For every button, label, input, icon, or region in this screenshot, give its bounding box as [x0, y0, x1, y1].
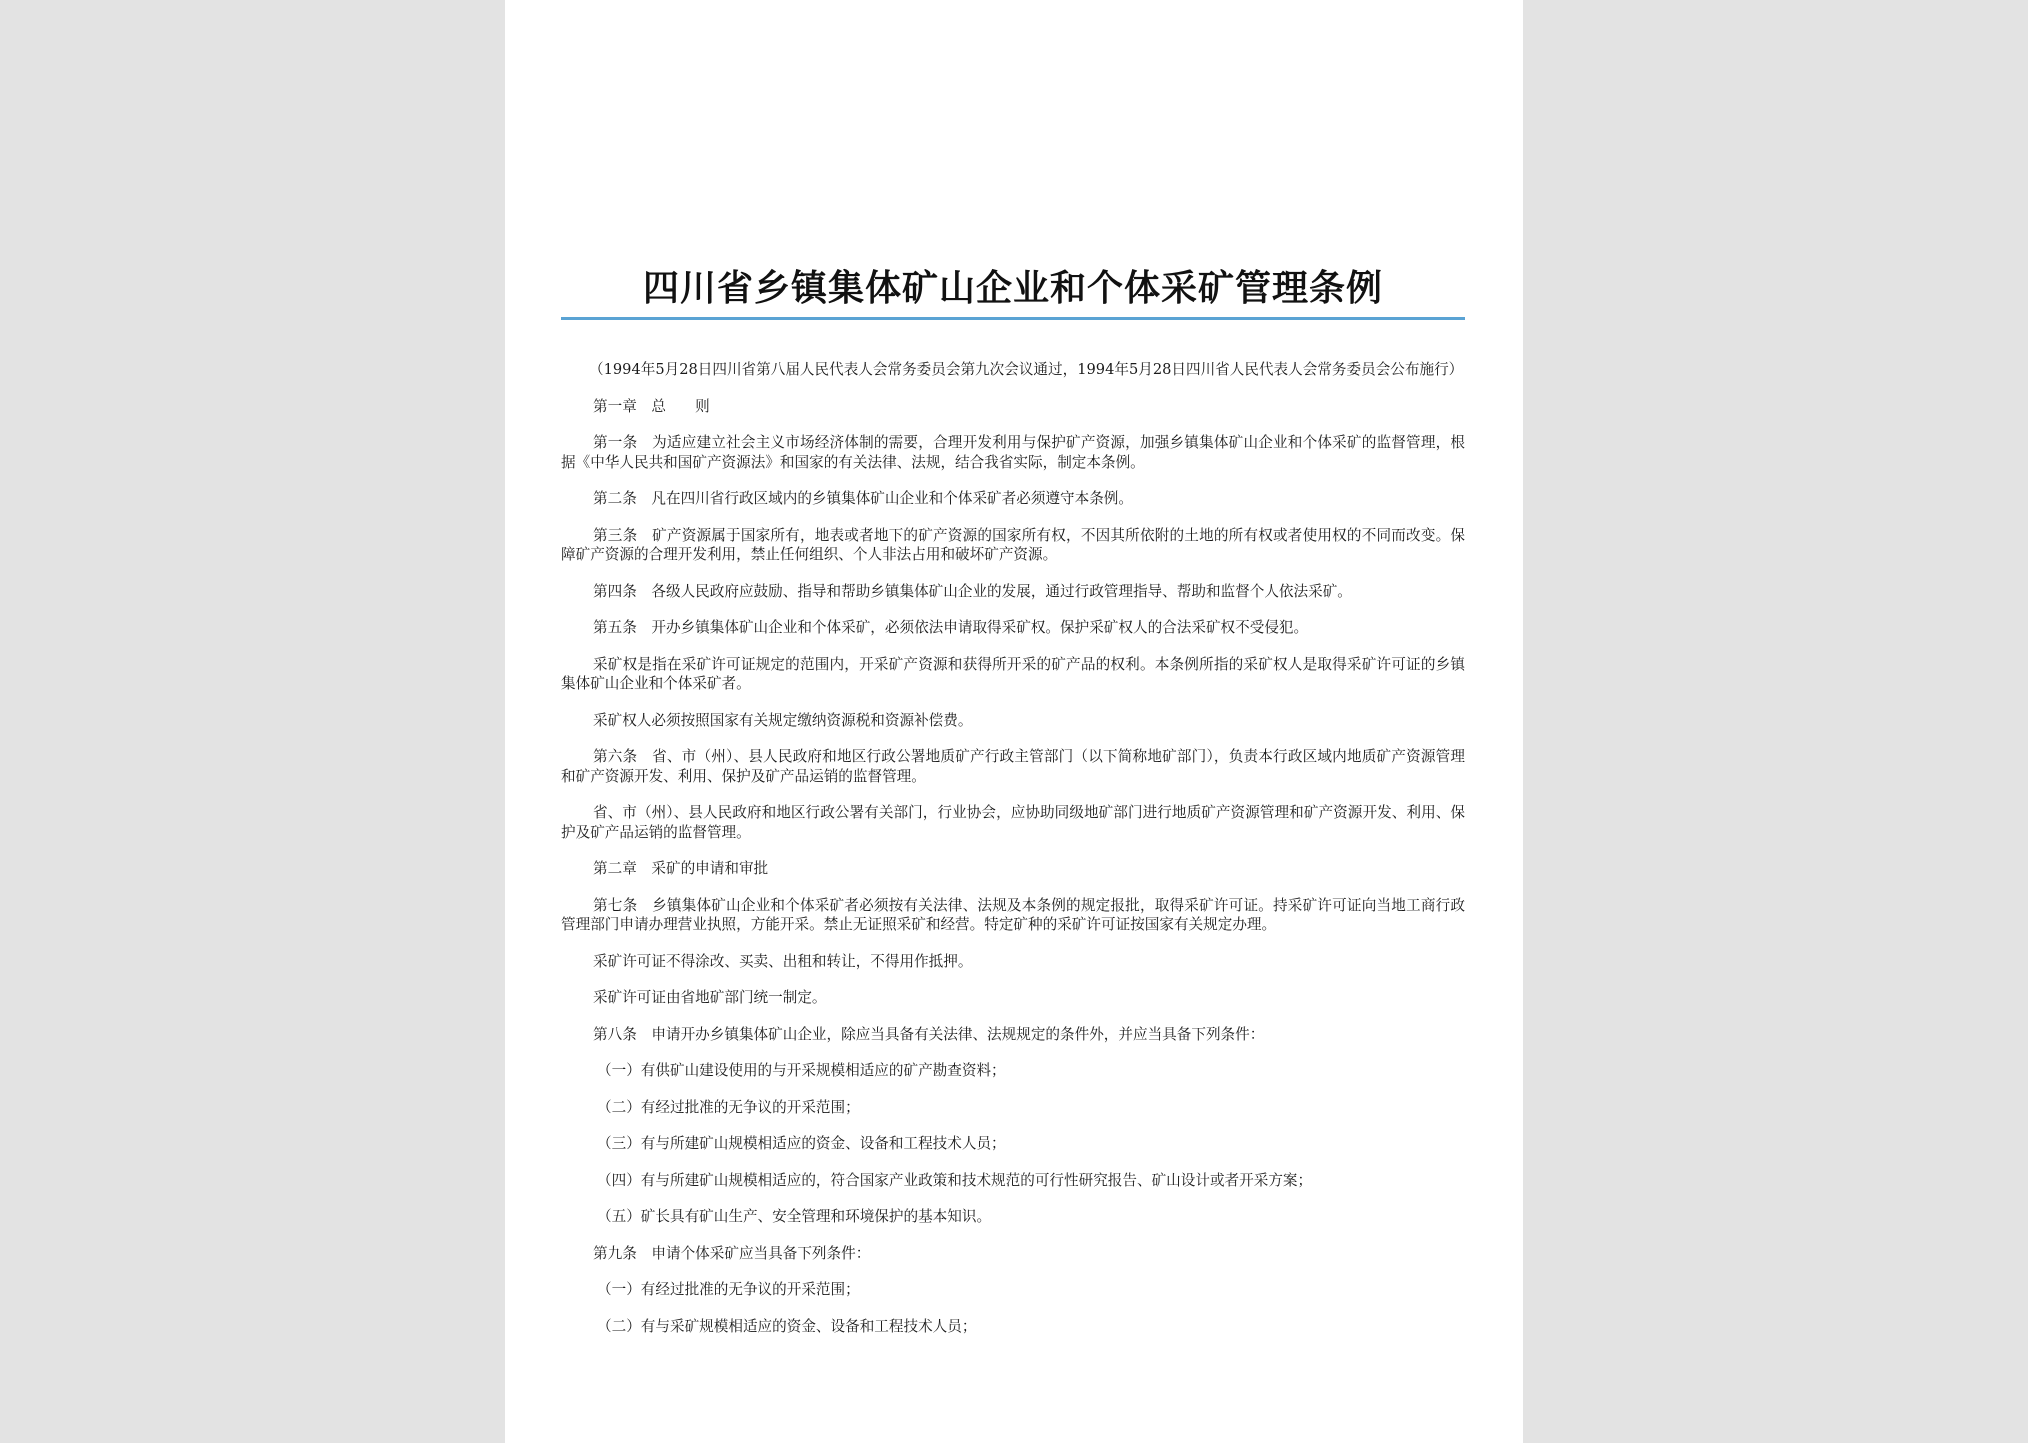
article-paragraph: 第七条 乡镇集体矿山企业和个体采矿者必须按有关法律、法规及本条例的规定报批，取得采矿许可证。持采矿许可证向当地工商行政管理部门申请办理营业执照，方能开采。禁止无证照采矿和经营。特定矿种的采矿许可证按国家有关规定办理。: [561, 896, 1465, 933]
list-item: （二）有经过批准的无争议的开采范围；: [597, 1098, 860, 1116]
article-paragraph: 采矿许可证不得涂改、买卖、出租和转让，不得用作抵押。: [593, 952, 973, 970]
list-item: （二）有与采矿规模相适应的资金、设备和工程技术人员；: [597, 1317, 977, 1335]
article-paragraph: 第五条 开办乡镇集体矿山企业和个体采矿，必须依法申请取得采矿权。保护采矿权人的合法采矿权不受侵犯。: [593, 619, 1309, 636]
article-paragraph: 第三条 矿产资源属于国家所有，地表或者地下的矿产资源的国家所有权，不因其所依附的土地的所有权或者使用权的不同而改变。保障矿产资源的合理开发利用，禁止任何组织、个人非法占用和破坏矿产资源。: [561, 526, 1465, 563]
article-paragraph: 采矿权人必须按照国家有关规定缴纳资源税和资源补偿费。: [593, 711, 973, 729]
document-page: [505, 0, 1523, 1443]
article-paragraph: 第九条 申请个体采矿应当具备下列条件：: [593, 1244, 871, 1262]
article-paragraph: 采矿许可证由省地矿部门统一制定。: [593, 989, 827, 1006]
article-paragraph: 第一条 为适应建立社会主义市场经济体制的需要，合理开发利用与保护矿产资源，加强乡镇集体矿山企业和个体采矿的监督管理，根据《中华人民共和国矿产资源法》和国家的有关法律、法规，结合我省实际，制定本条例。: [561, 434, 1465, 471]
article-paragraph: 第六条 省、市（州）、县人民政府和地区行政公署地质矿产行政主管部门（以下简称地矿部门），负责本行政区域内地质矿产资源管理和矿产资源开发、利用、保护及矿产品运销的监督管理。: [561, 748, 1465, 785]
list-item: （三）有与所建矿山规模相适应的资金、设备和工程技术人员；: [597, 1135, 1006, 1152]
article-paragraph: 第四条 各级人民政府应鼓励、指导和帮助乡镇集体矿山企业的发展，通过行政管理指导、帮助和监督个人依法采矿。: [593, 582, 1352, 600]
list-item: （一）有经过批准的无争议的开采范围；: [597, 1281, 860, 1298]
article-paragraph: 省、市（州）、县人民政府和地区行政公署有关部门，行业协会，应协助同级地矿部门进行地质矿产资源管理和矿产资源开发、利用、保护及矿产品运销的监督管理。: [561, 804, 1465, 841]
chapter-heading: 第一章 总 则: [593, 397, 710, 415]
document-title: 四川省乡镇集体矿山企业和个体采矿管理条例: [642, 267, 1383, 309]
article-paragraph: 第八条 申请开办乡镇集体矿山企业，除应当具备有关法律、法规规定的条件外，并应当具备下列条件：: [593, 1025, 1265, 1043]
title-underline: [561, 317, 1465, 320]
list-item: （五）矿长具有矿山生产、安全管理和环境保护的基本知识。: [597, 1208, 992, 1225]
article-paragraph: 第二条 凡在四川省行政区域内的乡镇集体矿山企业和个体采矿者必须遵守本条例。: [593, 490, 1133, 507]
list-item: （四）有与所建矿山规模相适应的，符合国家产业政策和技术规范的可行性研究报告、矿山设计或者开采方案；: [597, 1171, 1313, 1189]
document-body: [561, 360, 1465, 1353]
chapter-heading: 第二章 采矿的申请和审批: [593, 860, 769, 877]
article-paragraph: 采矿权是指在采矿许可证规定的范围内，开采矿产资源和获得所开采的矿产品的权利。本条例所指的采矿权人是取得采矿许可证的乡镇集体矿山企业和个体采矿者。: [561, 655, 1465, 692]
paragraph-note: （1994年5月28日四川省第八届人民代表人会常务委员会第九次会议通过，1994年5月28日四川省人民代表人会常务委员会公布施行）: [589, 361, 1464, 378]
list-item: （一）有供矿山建设使用的与开采规模相适应的矿产勘查资料；: [597, 1062, 1006, 1079]
